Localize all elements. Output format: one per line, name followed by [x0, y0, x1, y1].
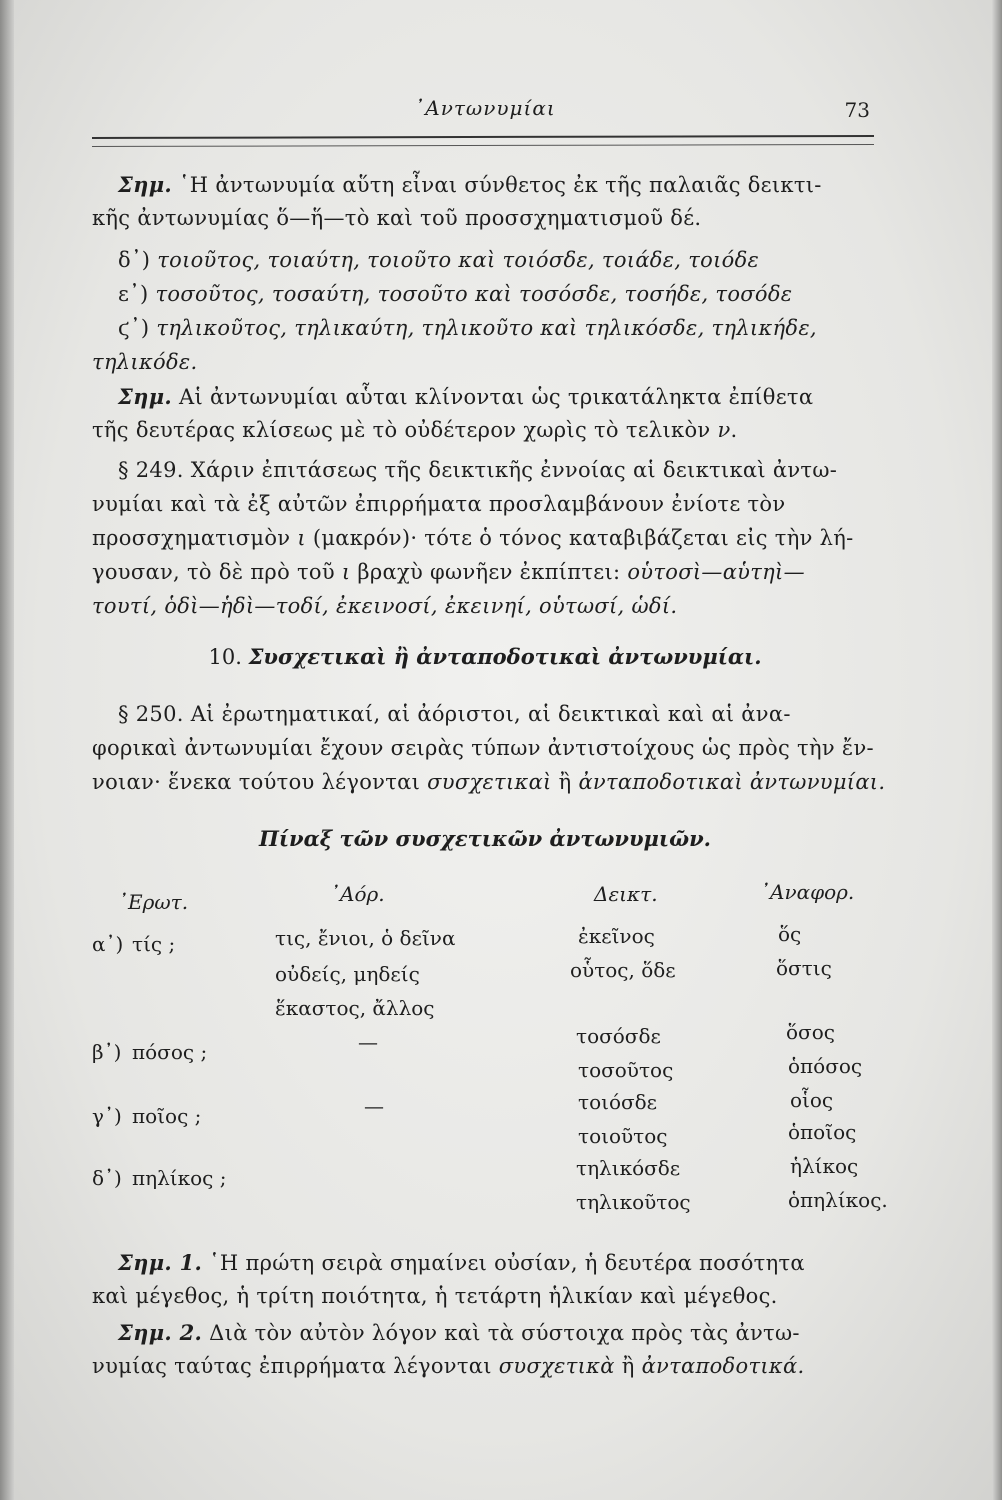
- text-run: § 250. Αἱ ἐρωτηματικαί, αἱ ἀόριστοι, αἱ δεικτικαὶ καὶ αἱ ἀνα-: [118, 702, 791, 726]
- text-run: οὑτοσὶ—αὑτηὶ—: [627, 560, 805, 584]
- text-run: συσχετικὰ: [498, 1354, 615, 1378]
- deikt-cell: τοσόσδε: [576, 1024, 661, 1048]
- anaf-cell: ὅς: [778, 922, 802, 946]
- text-line: [92, 350, 882, 374]
- text-run: προσσχηματισμὸν: [92, 526, 298, 550]
- note-line: [92, 1284, 882, 1308]
- anaf-cell: ὅσος: [786, 1020, 835, 1044]
- row-label: δ᾿): [92, 1166, 122, 1190]
- text-run: ν: [717, 418, 731, 442]
- text-run: ῾Η πρώτη σειρὰ σημαίνει οὐσίαν, ἡ δευτέρα ποσότητα: [202, 1251, 805, 1275]
- text-run: νυμίαι καὶ τὰ ἐξ αὐτῶν ἐπιρρήματα προσλαμβάνουν ἐνίοτε τὸν: [92, 492, 786, 516]
- text-run: Σημ. 1.: [118, 1250, 203, 1275]
- note-line: [118, 1320, 908, 1345]
- anaf-cell: οἷος: [790, 1088, 834, 1112]
- text-line: [92, 526, 882, 550]
- aor-cell: ἕκαστος, ἄλλος: [275, 996, 435, 1020]
- table-title: Πίναξ τῶν συσχετικῶν ἀντωνυμιῶν.: [259, 826, 711, 851]
- deikt-cell: οὗτος, ὅδε: [570, 958, 676, 982]
- text-run: Σημ. 2.: [118, 1320, 203, 1345]
- text-run: ἀνταποδοτικά.: [641, 1354, 805, 1378]
- text-line: [92, 770, 886, 794]
- text-line: [92, 560, 882, 584]
- col-header-anaf: ᾿Αναφορ.: [760, 880, 855, 904]
- text-run: ϛ᾿): [118, 316, 157, 340]
- text-run: ἀνταποδοτικαὶ ἀντωνυμίαι.: [578, 770, 886, 794]
- text-run: ἢ: [551, 770, 579, 794]
- deikt-cell: ἐκεῖνος: [578, 924, 655, 948]
- text-line: [92, 418, 882, 442]
- aor-dash: —: [358, 1030, 378, 1054]
- row-label: γ᾿): [92, 1104, 122, 1128]
- running-title: ᾿Αντωνυμίαι: [414, 96, 556, 120]
- col-header-aor: ᾿Αόρ.: [330, 882, 385, 906]
- text-line: [118, 248, 908, 272]
- text-run: .: [730, 418, 738, 442]
- text-line: [92, 206, 882, 230]
- text-run: τοιοῦτος, τοιαύτη, τοιοῦτο καὶ τοιόσδε, τοιάδε, τοιόδε: [157, 248, 760, 272]
- deikt-cell: τηλικοῦτος: [576, 1190, 691, 1214]
- text-run: βραχὺ φωνῆεν ἐκπίπτει:: [350, 560, 628, 584]
- text-line: [118, 172, 908, 197]
- text-run: Διὰ τὸν αὐτὸν λόγον καὶ τὰ σύστοιχα πρὸς τὰς ἀντω-: [202, 1321, 800, 1345]
- section-title: Συσχετικαὶ ἢ ἀνταποδοτικαὶ ἀντωνυμίαι.: [248, 644, 762, 669]
- text-run: τηλικόδε.: [92, 350, 198, 374]
- deikt-cell: τοιόσδε: [578, 1090, 658, 1114]
- text-line: [118, 316, 908, 340]
- text-run: νοιαν· ἕνεκα τούτου λέγονται: [92, 770, 428, 794]
- erot-cell: πηλίκος ;: [132, 1166, 227, 1190]
- text-run: τοσοῦτος, τοσαύτη, τοσοῦτο καὶ τοσόσδε, τοσήδε, τοσόδε: [155, 282, 793, 306]
- note-line: [118, 1250, 908, 1275]
- running-head: [90, 96, 880, 136]
- text-run: τῆς δευτέρας κλίσεως μὲ τὸ οὐδέτερον χωρὶς τὸ τελικὸν: [92, 418, 718, 442]
- text-line: [92, 492, 882, 516]
- text-run: συσχετικαὶ: [427, 770, 552, 794]
- text-run: δ᾿): [118, 248, 158, 272]
- row-label: β᾿): [92, 1040, 122, 1064]
- deikt-cell: τοιοῦτος: [578, 1124, 668, 1148]
- text-run: Αἱ ἀντωνυμίαι αὗται κλίνονται ὡς τρικατάληκτα ἐπίθετα: [172, 385, 814, 409]
- text-line: [92, 736, 882, 760]
- anaf-cell: ὅστις: [776, 956, 832, 980]
- aor-cell: οὐδείς, μηδείς: [275, 962, 420, 986]
- anaf-cell: ἡλίκος: [790, 1154, 859, 1178]
- text-run: φορικαὶ ἀντωνυμίαι ἔχουν σειρὰς τύπων ἀντιστοίχους ὡς πρὸς τὴν ἔν-: [92, 736, 874, 760]
- text-run: Σημ.: [118, 172, 172, 197]
- text-line: [118, 458, 908, 482]
- section-heading: [90, 644, 880, 669]
- text-run: Σημ.: [118, 384, 172, 409]
- header-rule-thin: [92, 144, 874, 147]
- deikt-cell: τοσοῦτος: [578, 1058, 674, 1082]
- text-run: τηλικοῦτος, τηλικαύτη, τηλικοῦτο καὶ τηλικόσδε, τηλικήδε,: [156, 316, 817, 340]
- text-run: (μακρόν)· τότε ὁ τόνος καταβιβάζεται εἰς τὴν λή-: [305, 526, 854, 550]
- page-number: 73: [844, 98, 870, 122]
- row-label: α᾿): [92, 932, 124, 956]
- section-number: 10.: [208, 645, 242, 669]
- text-line: [92, 594, 882, 618]
- text-run: κῆς ἀντωνυμίας ὅ—ἥ—τὸ καὶ τοῦ προσσχηματισμοῦ δέ.: [92, 206, 702, 230]
- erot-cell: πόσος ;: [132, 1040, 208, 1064]
- text-run: ῾Η ἀντωνυμία αὕτη εἶναι σύνθετος ἐκ τῆς παλαιᾶς δεικτι-: [172, 173, 822, 197]
- note-line: [92, 1354, 882, 1378]
- erot-cell: ποῖος ;: [132, 1104, 202, 1128]
- erot-cell: τίς ;: [132, 932, 176, 956]
- aor-dash: —: [364, 1094, 384, 1118]
- text-line: [118, 282, 908, 306]
- col-header-erot: ᾿Ερωτ.: [118, 890, 189, 914]
- text-run: ε᾿): [118, 282, 156, 306]
- text-line: [118, 384, 908, 409]
- text-line: [118, 702, 908, 726]
- col-header-deikt: Δεικτ.: [594, 882, 658, 906]
- aor-cell: τις, ἔνιοι, ὁ δεῖνα: [275, 926, 456, 950]
- text-run: γουσαν, τὸ δὲ πρὸ τοῦ: [92, 560, 342, 584]
- text-run: ι: [341, 560, 351, 584]
- text-run: καὶ μέγεθος, ἡ τρίτη ποιότητα, ἡ τετάρτη ἡλικίαν καὶ μέγεθος.: [92, 1284, 778, 1308]
- text-run: ἢ: [614, 1354, 642, 1378]
- text-run: τουτί, ὁδὶ—ἡδὶ—τοδί, ἐκεινοσί, ἐκεινηί, οὑτωσί, ὡδί.: [92, 594, 678, 618]
- text-run: § 249. Χάριν ἐπιτάσεως τῆς δεικτικῆς ἐννοίας αἱ δεικτικαὶ ἀντω-: [118, 458, 838, 482]
- anaf-cell: ὁπηλίκος.: [788, 1188, 888, 1212]
- anaf-cell: ὁπόσος: [788, 1054, 863, 1078]
- deikt-cell: τηλικόσδε: [576, 1156, 681, 1180]
- text-run: νυμίας ταύτας ἐπιρρήματα λέγονται: [92, 1354, 499, 1378]
- anaf-cell: ὁποῖος: [788, 1120, 857, 1144]
- text-run: ι: [297, 526, 306, 550]
